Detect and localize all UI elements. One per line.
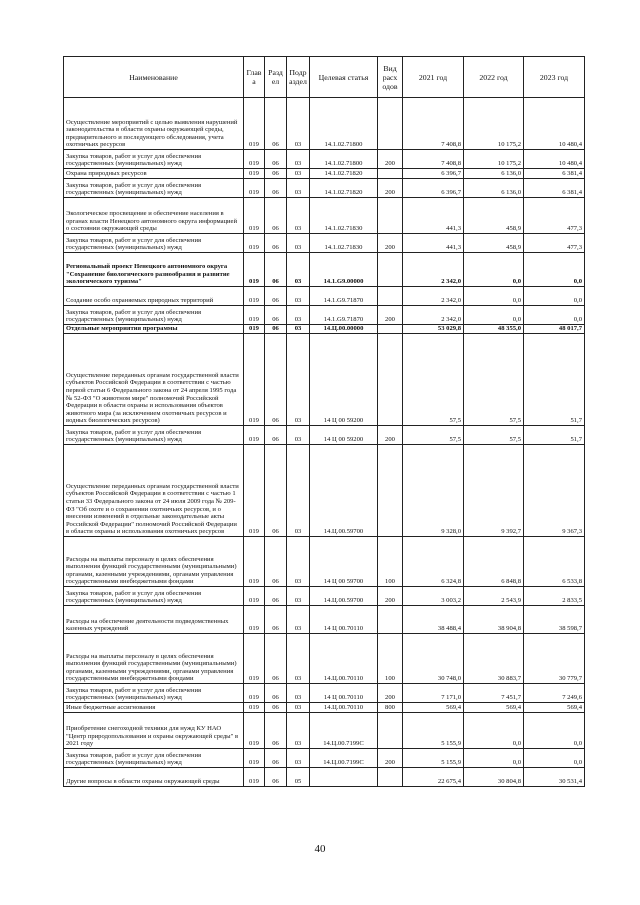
row-value-2021: 5 155,9 — [403, 749, 464, 768]
table-row — [64, 703, 585, 713]
table-row — [64, 287, 585, 306]
row-value-2021: 2 342,0 — [403, 306, 464, 325]
row-name: Осуществление переданных органам государственной власти субъектов Российской Федерации в соответствии с частью первой статьи 6 Федерального закона от 24 апреля 1995 года № 52-ФЗ "О животном мире" полномочий Российской Федерации в области охраны и использования объектов животного мира (за исключением охотничьих ресурсов и водных биологических ресурсов) — [64, 334, 244, 426]
row-value-2022: 458,9 — [464, 234, 524, 253]
row-target-article: 14.Ц.00.59700 — [310, 445, 378, 537]
row-expense-type — [378, 198, 403, 234]
row-subsection: 03 — [287, 150, 310, 169]
row-section: 06 — [265, 287, 287, 306]
row-value-2022: 30 804,8 — [464, 768, 524, 787]
row-section: 06 — [265, 169, 287, 179]
row-value-2023: 38 598,7 — [524, 606, 585, 634]
row-value-2022: 57,5 — [464, 426, 524, 445]
row-value-2023: 0,0 — [524, 749, 585, 768]
row-target-article: 14.Ц.00.7199С — [310, 713, 378, 749]
row-expense-type: 100 — [378, 537, 403, 587]
row-section: 06 — [265, 713, 287, 749]
row-expense-type — [378, 445, 403, 537]
row-value-2023: 51,7 — [524, 334, 585, 426]
row-value-2022: 0,0 — [464, 287, 524, 306]
row-chapter: 019 — [244, 537, 265, 587]
row-name: Закупка товаров, работ и услуг для обеспечения государственных (муниципальных) нужд — [64, 234, 244, 253]
row-subsection: 03 — [287, 198, 310, 234]
row-subsection: 03 — [287, 325, 310, 334]
row-subsection: 03 — [287, 234, 310, 253]
row-name: Осуществление мероприятий с целью выявления нарушений законодательства в области охраны окружающей среды, предварительного и последующего обследования, учета охотничьих ресурсов — [64, 98, 244, 150]
row-target-article: 14.Ц.00.00000 — [310, 325, 378, 334]
row-target-article: 14.1.02.71820 — [310, 179, 378, 198]
row-value-2023: 6 381,4 — [524, 169, 585, 179]
row-expense-type: 200 — [378, 749, 403, 768]
row-section: 06 — [265, 684, 287, 703]
row-subsection: 03 — [287, 334, 310, 426]
row-value-2023: 0,0 — [524, 287, 585, 306]
row-value-2021: 2 342,0 — [403, 287, 464, 306]
row-subsection: 03 — [287, 587, 310, 606]
row-expense-type — [378, 98, 403, 150]
row-expense-type — [378, 169, 403, 179]
row-value-2023: 569,4 — [524, 703, 585, 713]
row-expense-type: 200 — [378, 150, 403, 169]
row-subsection: 03 — [287, 537, 310, 587]
row-target-article: 14.Ц.00.7199С — [310, 749, 378, 768]
row-target-article: 14 Ц 00 59700 — [310, 537, 378, 587]
row-value-2022: 458,9 — [464, 198, 524, 234]
table-row — [64, 198, 585, 234]
row-subsection: 03 — [287, 169, 310, 179]
row-name: Расходы на выплаты персоналу в целях обеспечения выполнения функций государственными (муниципальными) органами, казенными учреждениями, органами управления государственными внебюджетными фондами — [64, 634, 244, 684]
row-value-2023: 2 833,5 — [524, 587, 585, 606]
table-row — [64, 98, 585, 150]
table-row — [64, 306, 585, 325]
row-expense-type — [378, 606, 403, 634]
row-section: 06 — [265, 537, 287, 587]
row-expense-type — [378, 768, 403, 787]
row-expense-type: 200 — [378, 306, 403, 325]
row-name: Создание особо охраняемых природных территорий — [64, 287, 244, 306]
row-value-2021: 5 155,9 — [403, 713, 464, 749]
row-chapter: 019 — [244, 445, 265, 537]
row-value-2021: 57,5 — [403, 426, 464, 445]
row-subsection: 03 — [287, 713, 310, 749]
row-expense-type — [378, 713, 403, 749]
row-name: Другие вопросы в области охраны окружающей среды — [64, 768, 244, 787]
row-expense-type — [378, 253, 403, 287]
row-value-2023: 6 381,4 — [524, 179, 585, 198]
row-value-2023: 7 249,6 — [524, 684, 585, 703]
row-chapter: 019 — [244, 703, 265, 713]
row-target-article: 14.1.02.71800 — [310, 98, 378, 150]
row-value-2022: 6 136,0 — [464, 169, 524, 179]
row-value-2023: 0,0 — [524, 253, 585, 287]
row-name: Закупка товаров, работ и услуг для обеспечения государственных (муниципальных) нужд — [64, 684, 244, 703]
row-value-2022: 0,0 — [464, 253, 524, 287]
row-target-article: 14.1.G9.00000 — [310, 253, 378, 287]
table-row — [64, 684, 585, 703]
row-value-2021: 3 003,2 — [403, 587, 464, 606]
row-value-2023: 0,0 — [524, 306, 585, 325]
row-value-2021: 38 488,4 — [403, 606, 464, 634]
table-row — [64, 713, 585, 749]
row-value-2021: 569,4 — [403, 703, 464, 713]
row-value-2021: 57,5 — [403, 334, 464, 426]
row-name: Охрана природных ресурсов — [64, 169, 244, 179]
row-value-2023: 0,0 — [524, 713, 585, 749]
row-value-2022: 38 904,8 — [464, 606, 524, 634]
row-subsection: 03 — [287, 306, 310, 325]
row-section: 06 — [265, 253, 287, 287]
row-chapter: 019 — [244, 713, 265, 749]
row-name: Отдельные мероприятия программы — [64, 325, 244, 334]
table-header-row — [64, 57, 585, 98]
row-value-2021: 30 748,0 — [403, 634, 464, 684]
row-chapter: 019 — [244, 198, 265, 234]
row-name: Осуществление переданных органам государственной власти субъектов Российской Федерации в соответствии с частью 1 статьи 33 Федерального закона от 24 июля 2009 года № 209-ФЗ "Об охоте и о сохранении охотничьих ресурсов, и о внесении изменений в отдельные законодательные акты Российской Федерации" полномочий Российской Федерации в области охраны и использования охотничьих ресурсов — [64, 445, 244, 537]
row-value-2021: 6 324,8 — [403, 537, 464, 587]
table-row — [64, 150, 585, 169]
row-name: Расходы на выплаты персоналу в целях обеспечения выполнения функций государственными (муниципальными) органами, казенными учреждениями, органами управления государственными внебюджетными фондами — [64, 537, 244, 587]
row-value-2023: 477,3 — [524, 234, 585, 253]
row-name: Закупка товаров, работ и услуг для обеспечения государственных (муниципальных) нужд — [64, 306, 244, 325]
row-chapter: 019 — [244, 606, 265, 634]
row-name: Закупка товаров, работ и услуг для обеспечения государственных (муниципальных) нужд — [64, 150, 244, 169]
budget-table — [63, 56, 585, 787]
row-section: 06 — [265, 98, 287, 150]
row-expense-type: 100 — [378, 634, 403, 684]
row-subsection: 03 — [287, 634, 310, 684]
table-row — [64, 445, 585, 537]
row-value-2022: 2 543,9 — [464, 587, 524, 606]
row-chapter: 019 — [244, 306, 265, 325]
row-value-2022: 57,5 — [464, 334, 524, 426]
row-section: 06 — [265, 634, 287, 684]
row-value-2021: 441,3 — [403, 234, 464, 253]
page-number: 40 — [314, 843, 326, 855]
row-value-2022: 10 175,2 — [464, 98, 524, 150]
row-name: Расходы на обеспечение деятельности подведомственных казенных учреждений — [64, 606, 244, 634]
header-subsection: Подр аздел — [287, 57, 310, 98]
row-target-article: 14.1.G9.71870 — [310, 287, 378, 306]
row-section: 06 — [265, 426, 287, 445]
table-row — [64, 634, 585, 684]
row-value-2021: 2 342,0 — [403, 253, 464, 287]
row-value-2022: 48 355,0 — [464, 325, 524, 334]
row-name: Закупка товаров, работ и услуг для обеспечения государственных (муниципальных) нужд — [64, 179, 244, 198]
table-row — [64, 768, 585, 787]
row-section: 06 — [265, 306, 287, 325]
row-expense-type — [378, 334, 403, 426]
table-body — [64, 98, 585, 787]
row-value-2021: 7 408,8 — [403, 150, 464, 169]
row-section: 06 — [265, 150, 287, 169]
row-chapter: 019 — [244, 634, 265, 684]
row-chapter: 019 — [244, 334, 265, 426]
row-section: 06 — [265, 179, 287, 198]
row-chapter: 019 — [244, 587, 265, 606]
row-value-2021: 9 328,0 — [403, 445, 464, 537]
row-value-2023: 477,3 — [524, 198, 585, 234]
row-value-2022: 6 136,0 — [464, 179, 524, 198]
table-row — [64, 334, 585, 426]
header-year-2023: 2023 год — [524, 57, 585, 98]
row-section: 06 — [265, 606, 287, 634]
row-chapter: 019 — [244, 325, 265, 334]
row-chapter: 019 — [244, 749, 265, 768]
row-name: Закупка товаров, работ и услуг для обеспечения государственных (муниципальных) нужд — [64, 587, 244, 606]
row-section: 06 — [265, 703, 287, 713]
row-value-2023: 30 779,7 — [524, 634, 585, 684]
row-subsection: 03 — [287, 684, 310, 703]
table-row — [64, 606, 585, 634]
row-value-2022: 0,0 — [464, 713, 524, 749]
row-value-2021: 53 029,8 — [403, 325, 464, 334]
row-target-article: 14.1.02.71800 — [310, 150, 378, 169]
row-chapter: 019 — [244, 234, 265, 253]
row-value-2023: 48 017,7 — [524, 325, 585, 334]
row-value-2022: 7 451,7 — [464, 684, 524, 703]
row-section: 06 — [265, 768, 287, 787]
row-target-article: 14.Ц.00.70110 — [310, 703, 378, 713]
header-year-2022: 2022 год — [464, 57, 524, 98]
row-value-2022: 10 175,2 — [464, 150, 524, 169]
row-value-2021: 6 396,7 — [403, 169, 464, 179]
row-name: Региональный проект Ненецкого автономного округа "Сохранение биологического разнообразия и развитие экологического туризма" — [64, 253, 244, 287]
row-target-article: 14 Ц 00.70110 — [310, 684, 378, 703]
row-value-2022: 0,0 — [464, 749, 524, 768]
budget-page — [63, 56, 584, 787]
row-section: 06 — [265, 445, 287, 537]
row-subsection: 03 — [287, 606, 310, 634]
row-value-2023: 6 533,8 — [524, 537, 585, 587]
row-chapter: 019 — [244, 684, 265, 703]
row-section: 06 — [265, 334, 287, 426]
row-value-2021: 7 171,0 — [403, 684, 464, 703]
row-name: Приобретение снегоходной техники для нужд КУ НАО "Центр природопользования и охраны окружающей среды" в 2021 году — [64, 713, 244, 749]
row-subsection: 03 — [287, 749, 310, 768]
row-value-2021: 441,3 — [403, 198, 464, 234]
table-row — [64, 169, 585, 179]
row-target-article: 14.1.02.71820 — [310, 169, 378, 179]
row-chapter: 019 — [244, 150, 265, 169]
row-subsection: 03 — [287, 98, 310, 150]
table-row — [64, 537, 585, 587]
row-chapter: 019 — [244, 169, 265, 179]
row-expense-type: 200 — [378, 587, 403, 606]
row-target-article: 14 Ц 00 59200 — [310, 334, 378, 426]
row-subsection: 03 — [287, 426, 310, 445]
row-subsection: 05 — [287, 768, 310, 787]
table-row — [64, 253, 585, 287]
table-row — [64, 426, 585, 445]
row-target-article — [310, 768, 378, 787]
row-name: Иные бюджетные ассигнования — [64, 703, 244, 713]
table-row — [64, 234, 585, 253]
row-expense-type — [378, 287, 403, 306]
row-value-2021: 6 396,7 — [403, 179, 464, 198]
row-value-2022: 569,4 — [464, 703, 524, 713]
header-chapter: Глав а — [244, 57, 265, 98]
row-name: Закупка товаров, работ и услуг для обеспечения государственных (муниципальных) нужд — [64, 749, 244, 768]
row-value-2023: 30 531,4 — [524, 768, 585, 787]
row-subsection: 03 — [287, 445, 310, 537]
row-target-article: 14.Ц.00.70110 — [310, 634, 378, 684]
table-row — [64, 325, 585, 334]
row-expense-type: 200 — [378, 234, 403, 253]
row-expense-type — [378, 325, 403, 334]
row-expense-type: 800 — [378, 703, 403, 713]
row-section: 06 — [265, 198, 287, 234]
row-target-article: 14.1.G9.71870 — [310, 306, 378, 325]
row-section: 06 — [265, 325, 287, 334]
table-row — [64, 179, 585, 198]
row-chapter: 019 — [244, 179, 265, 198]
row-section: 06 — [265, 749, 287, 768]
row-subsection: 03 — [287, 179, 310, 198]
row-chapter: 019 — [244, 768, 265, 787]
row-value-2023: 51,7 — [524, 426, 585, 445]
row-value-2023: 10 480,4 — [524, 98, 585, 150]
row-name: Экологическое просвещение и обеспечение населения в органах власти Ненецкого автономного округа информацией о состоянии окружающей среды — [64, 198, 244, 234]
row-section: 06 — [265, 234, 287, 253]
table-row — [64, 587, 585, 606]
row-name: Закупка товаров, работ и услуг для обеспечения государственных (муниципальных) нужд — [64, 426, 244, 445]
row-value-2022: 0,0 — [464, 306, 524, 325]
header-expense-type: Вид расх одов — [378, 57, 403, 98]
row-value-2021: 22 675,4 — [403, 768, 464, 787]
row-expense-type: 200 — [378, 179, 403, 198]
row-target-article: 14.Ц.00.59700 — [310, 587, 378, 606]
row-chapter: 019 — [244, 426, 265, 445]
header-section: Разд ел — [265, 57, 287, 98]
row-section: 06 — [265, 587, 287, 606]
header-year-2021: 2021 год — [403, 57, 464, 98]
row-value-2023: 9 367,3 — [524, 445, 585, 537]
row-target-article: 14.1.02.71830 — [310, 234, 378, 253]
row-expense-type: 200 — [378, 684, 403, 703]
table-row — [64, 749, 585, 768]
row-chapter: 019 — [244, 253, 265, 287]
row-target-article: 14 Ц 00 59200 — [310, 426, 378, 445]
header-target-article: Целевая статья — [310, 57, 378, 98]
row-subsection: 03 — [287, 253, 310, 287]
row-value-2022: 6 848,8 — [464, 537, 524, 587]
row-subsection: 03 — [287, 287, 310, 306]
row-chapter: 019 — [244, 98, 265, 150]
row-target-article: 14.1.02.71830 — [310, 198, 378, 234]
row-chapter: 019 — [244, 287, 265, 306]
row-value-2023: 10 480,4 — [524, 150, 585, 169]
header-name: Наименование — [64, 57, 244, 98]
row-value-2021: 7 408,8 — [403, 98, 464, 150]
row-value-2022: 9 392,7 — [464, 445, 524, 537]
row-value-2022: 30 883,7 — [464, 634, 524, 684]
row-target-article: 14 Ц 00.70110 — [310, 606, 378, 634]
row-subsection: 03 — [287, 703, 310, 713]
row-expense-type: 200 — [378, 426, 403, 445]
